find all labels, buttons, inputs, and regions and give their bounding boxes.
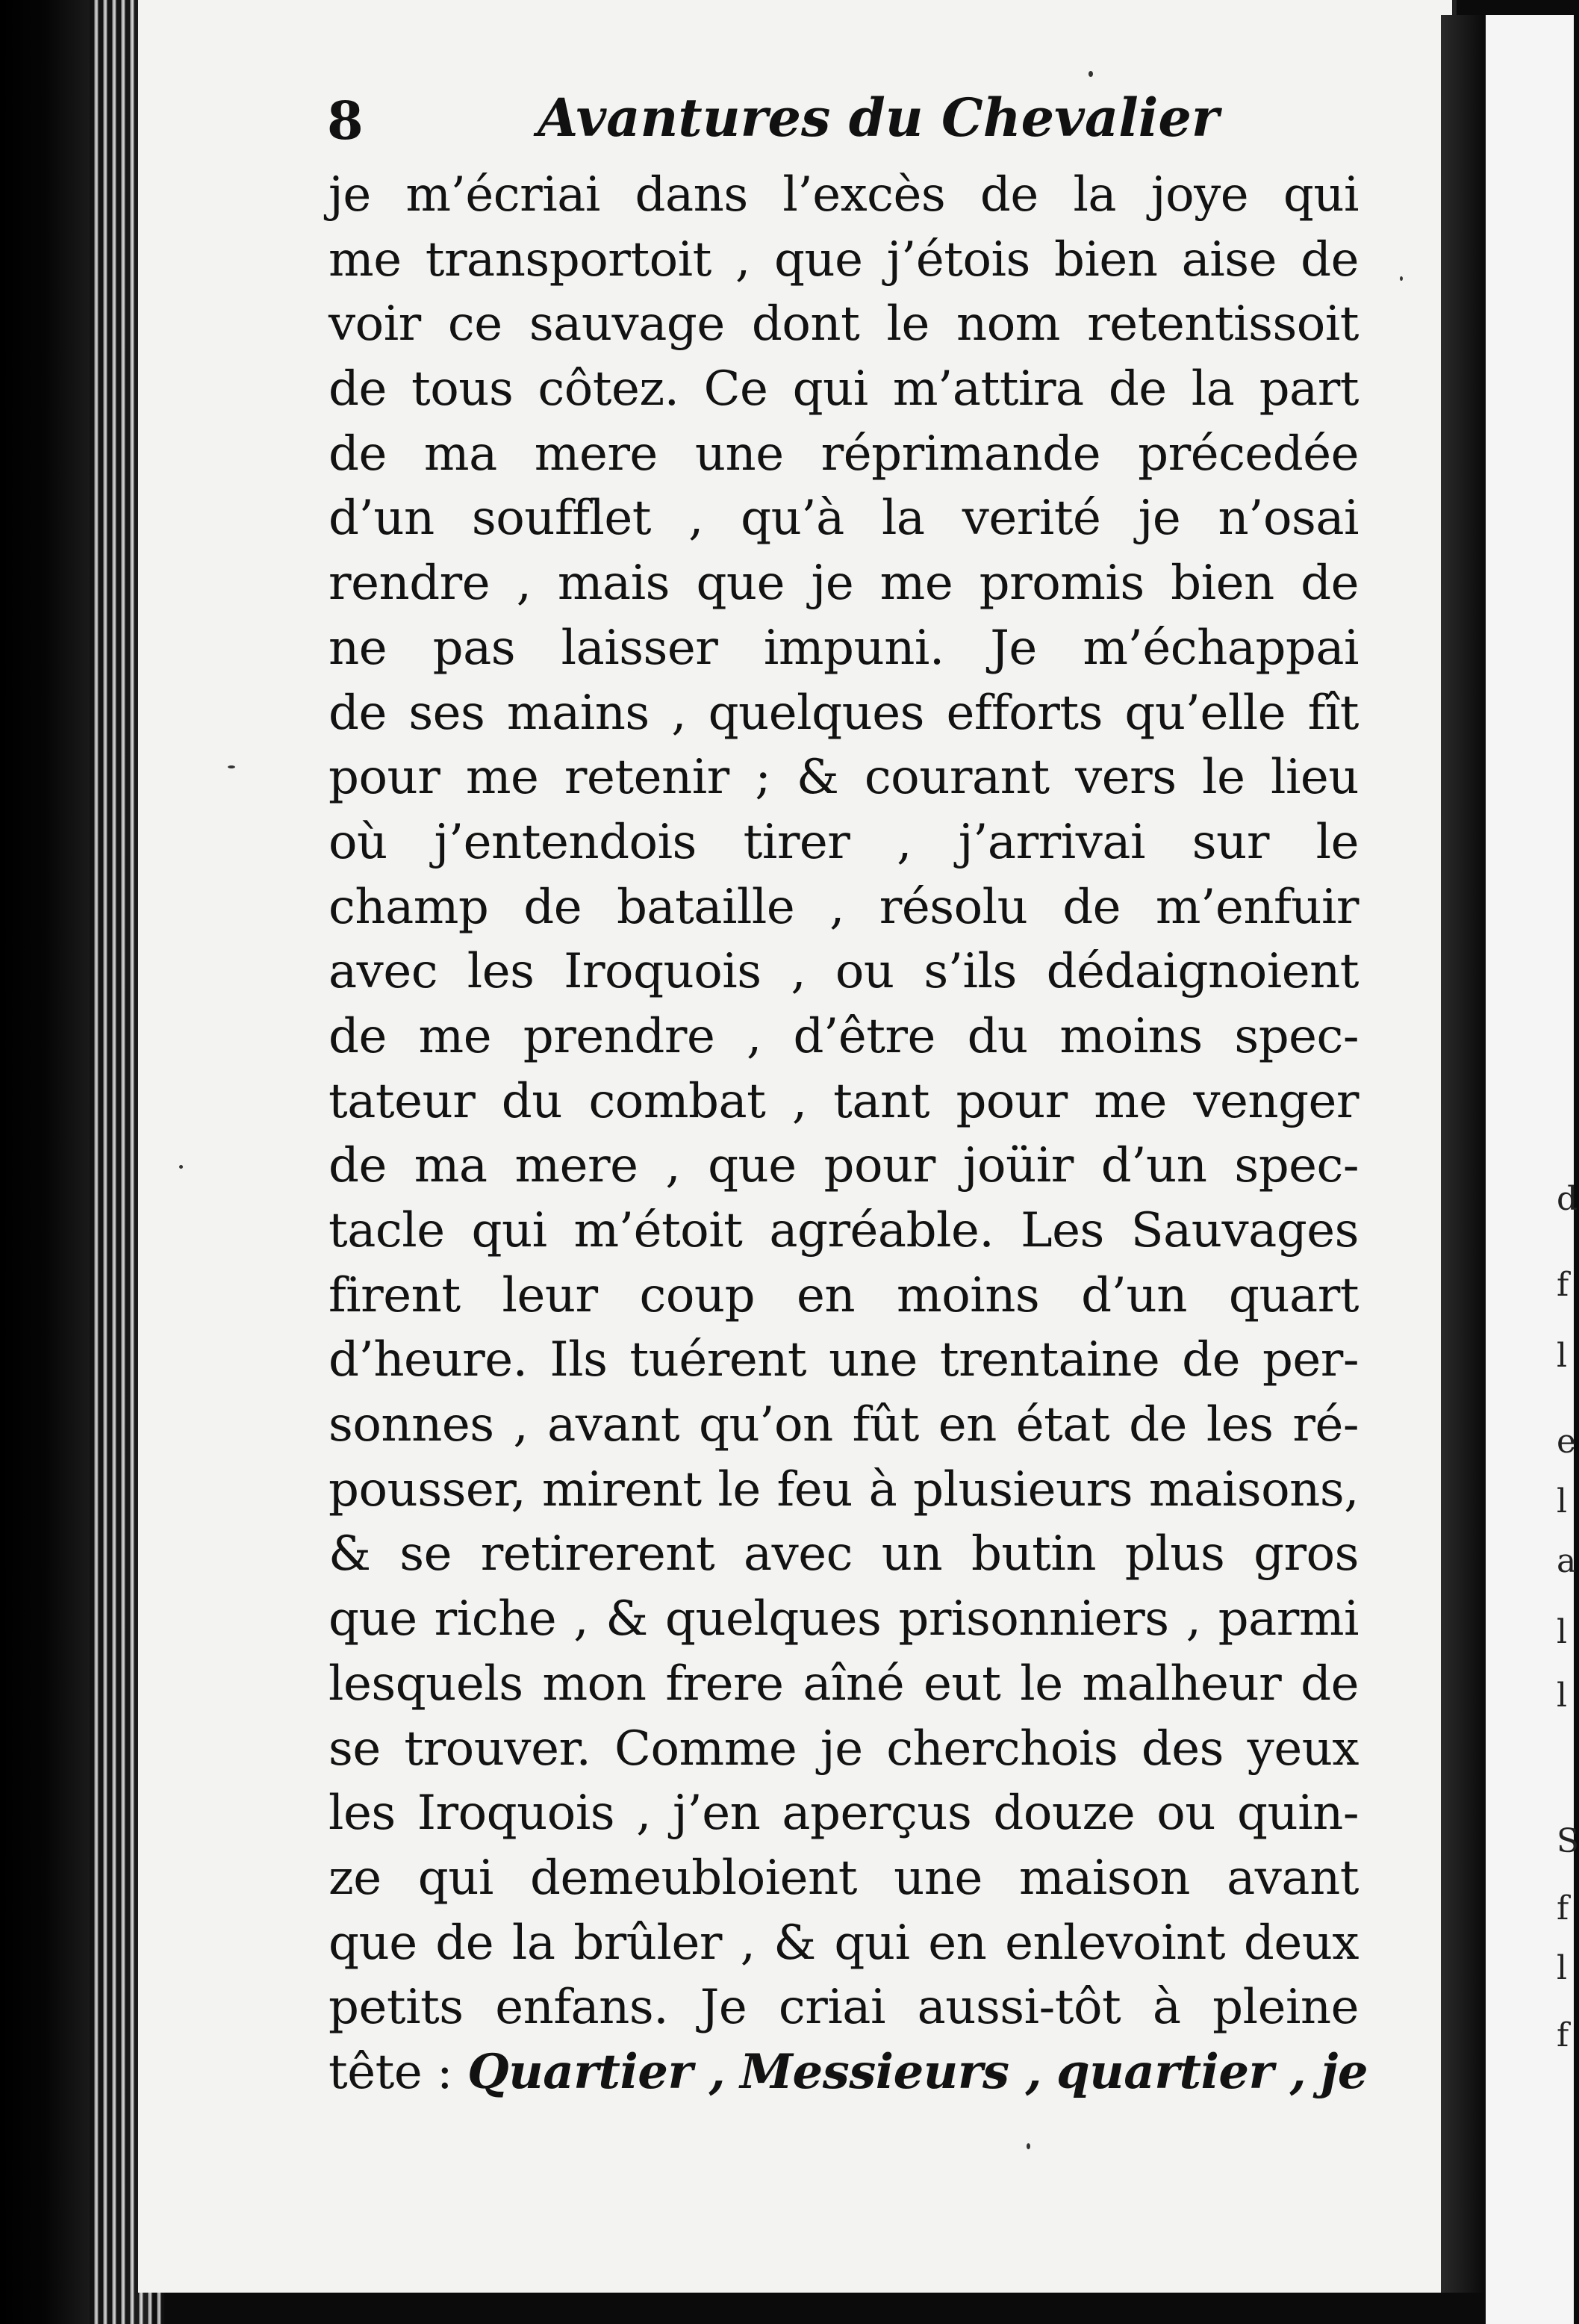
- text-line: de ses mains , quelques efforts qu’elle fît: [328, 685, 1359, 741]
- italic-quartier-2: quartier ,: [1056, 2043, 1307, 2100]
- adjacent-page-letter: S: [1557, 1822, 1579, 1860]
- text-line-last: [328, 2040, 1368, 2105]
- last-line-tail: je: [1321, 2043, 1368, 2100]
- text-line: tateur du combat , tant pour me venger: [328, 1073, 1359, 1129]
- text-line: sonnes , avant qu’on fût en état de les ré-: [328, 1397, 1359, 1453]
- text-line: de me prendre , d’être du moins spec-: [328, 1008, 1359, 1064]
- ink-fleck: [1027, 2143, 1030, 2149]
- text-line: d’un soufflet , qu’à la verité je n’osai: [328, 491, 1359, 547]
- text-line: firent leur coup en moins d’un quart: [328, 1267, 1359, 1323]
- adjacent-page-letter: f: [1557, 2016, 1569, 2054]
- text-line: les Iroquois , j’en aperçus douze ou quin-: [328, 1786, 1359, 1842]
- text-line: champ de bataille , résolu de m’enfuir: [328, 879, 1359, 935]
- text-line: que riche , & quelques prisonniers , parmi: [328, 1591, 1359, 1647]
- text-line: ne pas laisser impuni. Je m’échappai: [328, 620, 1359, 676]
- ink-fleck: [228, 765, 235, 768]
- adjacent-page-letter: l: [1557, 1677, 1568, 1715]
- adjacent-page-letter: l: [1557, 1337, 1568, 1375]
- adjacent-page-letter: a: [1557, 1542, 1577, 1580]
- italic-quartier: Quartier ,: [467, 2043, 726, 2100]
- adjacent-page-letter: f: [1557, 1266, 1569, 1304]
- ink-fleck: [1400, 276, 1403, 281]
- text-line: pour me retenir ; & courant vers le lieu: [328, 750, 1359, 806]
- adjacent-page-letter: f: [1557, 1889, 1569, 1927]
- adjacent-page-letter: d: [1557, 1180, 1578, 1218]
- adjacent-page-letter: l: [1557, 1613, 1568, 1651]
- italic-messieurs: Messieurs ,: [740, 2043, 1042, 2100]
- last-line-lead: tête :: [328, 2044, 453, 2100]
- running-title: Avantures du Chevalier: [538, 87, 1219, 149]
- text-line: me transportoit , que j’étois bien aise de: [328, 232, 1359, 288]
- text-line: de tous côtez. Ce qui m’attira de la part: [328, 361, 1359, 417]
- text-line: que de la brûler , & qui en enlevoint deux: [328, 1915, 1359, 1971]
- text-line: de ma mere , que pour joüir d’un spec-: [328, 1138, 1359, 1194]
- adjacent-page-letter: e: [1557, 1423, 1577, 1461]
- text-line: je m’écriai dans l’excès de la joye qui: [328, 167, 1359, 223]
- page-number: 8: [327, 90, 364, 152]
- ink-fleck: [179, 1165, 183, 1169]
- body-text: [328, 163, 1368, 2105]
- text-line: petits enfans. Je criai aussi-tôt à pleine: [328, 1980, 1359, 2036]
- text-line: tacle qui m’étoit agréable. Les Sauvages: [328, 1203, 1359, 1258]
- adjacent-page-letter: l: [1557, 1482, 1568, 1520]
- text-line: de ma mere une réprimande précedée: [328, 426, 1359, 482]
- text-line: d’heure. Ils tuérent une trentaine de per-: [328, 1332, 1359, 1388]
- text-line: se trouver. Comme je cherchois des yeux: [328, 1721, 1359, 1777]
- text-line: & se retirerent avec un butin plus gros: [328, 1526, 1359, 1582]
- text-line: ze qui demeubloient une maison avant: [328, 1850, 1359, 1906]
- text-line: où j’entendois tirer , j’arrivai sur le: [328, 814, 1359, 870]
- text-line: voir ce sauvage dont le nom retentissoit: [328, 296, 1359, 352]
- text-line: rendre , mais que je me promis bien de: [328, 556, 1359, 612]
- ink-fleck: [1089, 71, 1093, 77]
- page-fold-shadow: [1441, 15, 1486, 2293]
- text-line: lesquels mon frere aîné eut le malheur de: [328, 1656, 1359, 1712]
- adjacent-page-letter: l: [1557, 1949, 1568, 1987]
- text-line: pousser, mirent le feu à plusieurs maisons,: [328, 1461, 1359, 1517]
- text-line: avec les Iroquois , ou s’ils dédaignoient: [328, 944, 1359, 1000]
